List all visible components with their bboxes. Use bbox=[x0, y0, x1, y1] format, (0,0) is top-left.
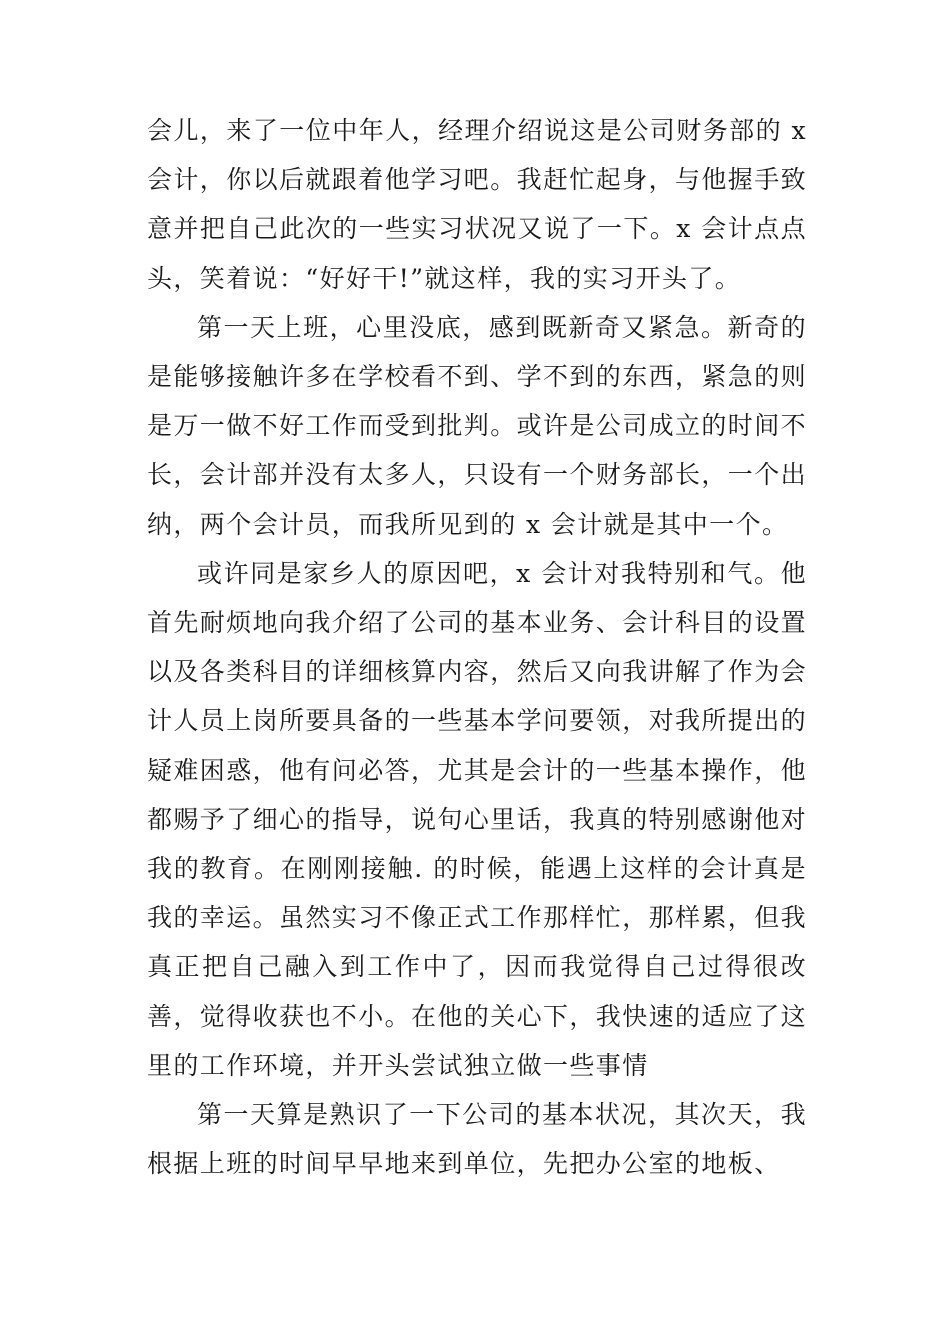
paragraph-3: 或许同是家乡人的原因吧，x 会计对我特别和气。他首先耐烦地向我介绍了公司的基本业务、会计科目的设置以及各类科目的详细核算内容，然后又向我讲解了作为会计人员上岗所要具备的一些基本学问要领，对我所提出的疑难困惑，他有问必答，尤其是会计的一些基本操作，他都赐予了细心的指导，说句心里话，我真的特别感谢他对我的教育。在刚刚接触. 的时候，能遇上这样的会计真是我的幸运。虽然实习不像正式工作那样忙，那样累，但我真正把自己融入到工作中了，因而我觉得自己过得很改善，觉得收获也不小。在他的关心下，我快速的适应了这里的工作环境，并开头尝试独立做一些事情 bbox=[147, 558, 808, 1080]
document-body bbox=[147, 106, 807, 1188]
paragraph-1: 会儿，来了一位中年人，经理介绍说这是公司财务部的 x 会计，你以后就跟着他学习吧。我赶忙起身，与他握手致意并把自己此次的一些实习状况又说了一下。x 会计点点头，笑着说：“好好干!”就这样，我的实习开头了。 bbox=[147, 116, 808, 293]
paragraph-2: 第一天上班，心里没底，感到既新奇又紧急。新奇的是能够接触许多在学校看不到、学不到的东西，紧急的则是万一做不好工作而受到批判。或许是公司成立的时间不长，会计部并没有太多人，只设有一个财务部长，一个出纳，两个会计员，而我所见到的 x 会计就是其中一个。 bbox=[147, 312, 808, 539]
paragraph-4: 第一天算是熟识了一下公司的基本状况，其次天，我根据上班的时间早早地来到单位，先把办公室的地板、 bbox=[147, 1100, 807, 1179]
